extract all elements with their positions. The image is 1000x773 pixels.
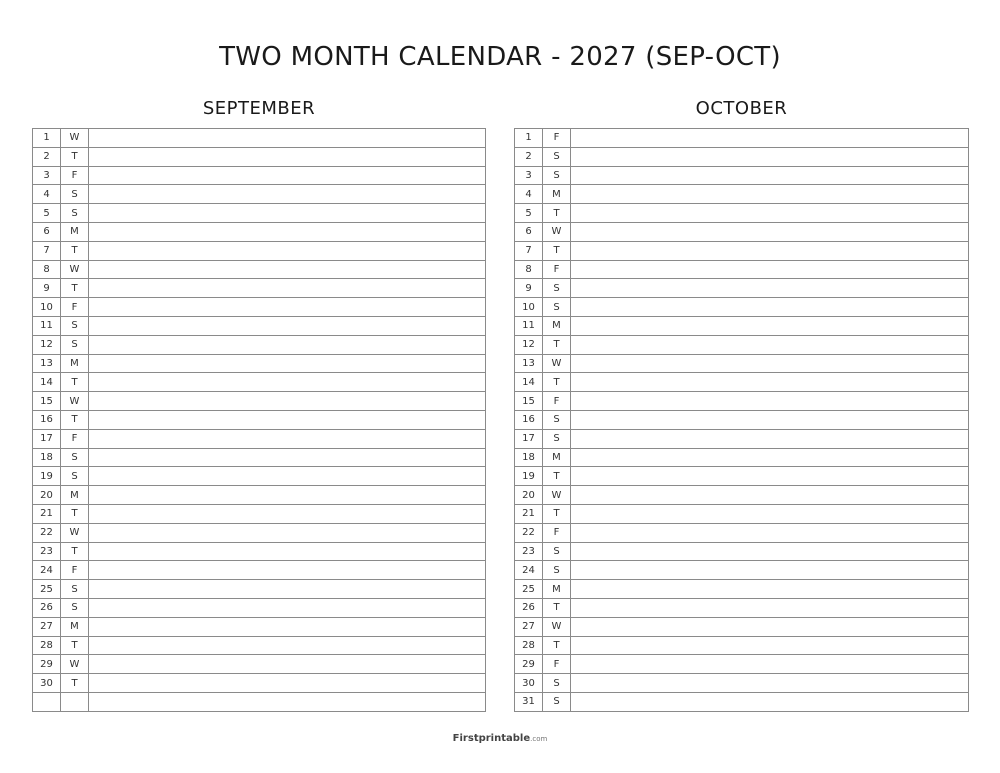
note-cell[interactable] — [89, 542, 486, 561]
day-number: 18 — [515, 448, 543, 467]
note-cell[interactable] — [89, 373, 486, 392]
weekday-letter: S — [61, 335, 89, 354]
weekday-letter: T — [543, 204, 571, 223]
note-cell[interactable] — [571, 580, 969, 599]
note-cell[interactable] — [571, 241, 969, 260]
calendar-row — [33, 185, 486, 204]
calendar-row — [515, 185, 969, 204]
weekday-letter: F — [543, 523, 571, 542]
day-number: 5 — [515, 204, 543, 223]
calendar-row — [515, 147, 969, 166]
note-cell[interactable] — [89, 655, 486, 674]
note-cell[interactable] — [571, 504, 969, 523]
day-number: 2 — [515, 147, 543, 166]
calendar-row — [33, 674, 486, 693]
day-number: 3 — [33, 166, 61, 185]
calendar-row — [515, 448, 969, 467]
day-number: 13 — [33, 354, 61, 373]
weekday-letter: T — [61, 504, 89, 523]
note-cell[interactable] — [571, 636, 969, 655]
weekday-letter: S — [61, 467, 89, 486]
calendar-row — [33, 147, 486, 166]
calendar-row — [515, 636, 969, 655]
note-cell[interactable] — [89, 279, 486, 298]
weekday-letter: F — [61, 429, 89, 448]
calendar-row — [515, 410, 969, 429]
day-number: 26 — [33, 598, 61, 617]
calendar-row — [515, 373, 969, 392]
weekday-letter: W — [543, 222, 571, 241]
day-number: 19 — [33, 467, 61, 486]
calendar-row — [33, 392, 486, 411]
note-cell[interactable] — [89, 354, 486, 373]
calendar-row — [33, 316, 486, 335]
weekday-letter: F — [543, 655, 571, 674]
note-cell[interactable] — [89, 617, 486, 636]
day-number: 22 — [515, 523, 543, 542]
weekday-letter: S — [61, 598, 89, 617]
month-name: OCTOBER — [695, 98, 788, 119]
calendar-row — [33, 655, 486, 674]
weekday-letter: W — [61, 129, 89, 148]
note-cell[interactable] — [571, 467, 969, 486]
weekday-letter: T — [543, 335, 571, 354]
day-number: 17 — [33, 429, 61, 448]
day-number: 9 — [515, 279, 543, 298]
note-cell[interactable] — [571, 166, 969, 185]
day-number: 17 — [515, 429, 543, 448]
note-cell[interactable] — [571, 542, 969, 561]
note-cell[interactable] — [89, 166, 486, 185]
day-number: 11 — [33, 316, 61, 335]
calendar-row — [515, 674, 969, 693]
day-number: 22 — [33, 523, 61, 542]
note-cell[interactable] — [571, 316, 969, 335]
weekday-letter: T — [61, 636, 89, 655]
day-number: 12 — [33, 335, 61, 354]
calendar-row — [515, 467, 969, 486]
day-number: 14 — [515, 373, 543, 392]
calendar-row — [515, 561, 969, 580]
note-cell[interactable] — [571, 129, 969, 148]
weekday-letter: S — [61, 580, 89, 599]
weekday-letter: S — [543, 674, 571, 693]
calendar-row — [515, 542, 969, 561]
day-number: 15 — [33, 392, 61, 411]
month-name: SEPTEMBER — [202, 98, 316, 119]
weekday-letter: S — [543, 147, 571, 166]
weekday-letter: F — [61, 298, 89, 317]
weekday-letter: S — [61, 185, 89, 204]
calendar-row — [33, 354, 486, 373]
weekday-letter: S — [543, 166, 571, 185]
weekday-letter: T — [543, 373, 571, 392]
weekday-letter: M — [543, 448, 571, 467]
day-number: 9 — [33, 279, 61, 298]
calendar-row — [33, 467, 486, 486]
calendar-row — [33, 504, 486, 523]
note-cell[interactable] — [571, 147, 969, 166]
day-number: 28 — [33, 636, 61, 655]
day-number: 7 — [33, 241, 61, 260]
calendar-row — [33, 298, 486, 317]
footer-tld: .com — [530, 735, 548, 743]
weekday-letter: T — [543, 241, 571, 260]
day-number: 8 — [33, 260, 61, 279]
calendar-row — [33, 561, 486, 580]
weekday-letter: M — [543, 316, 571, 335]
weekday-letter: W — [543, 486, 571, 505]
weekday-letter: S — [543, 429, 571, 448]
note-cell[interactable] — [571, 617, 969, 636]
weekday-letter: T — [543, 598, 571, 617]
day-number: 2 — [33, 147, 61, 166]
day-number: 13 — [515, 354, 543, 373]
weekday-letter — [61, 692, 89, 711]
day-number: 30 — [33, 674, 61, 693]
note-cell[interactable] — [571, 185, 969, 204]
note-cell[interactable] — [89, 222, 486, 241]
calendar-row — [33, 260, 486, 279]
weekday-letter: S — [543, 561, 571, 580]
day-number: 20 — [515, 486, 543, 505]
day-number: 29 — [515, 655, 543, 674]
day-number: 16 — [33, 410, 61, 429]
day-number — [33, 692, 61, 711]
calendar-row — [33, 523, 486, 542]
day-number: 30 — [515, 674, 543, 693]
note-cell[interactable] — [571, 561, 969, 580]
day-number: 24 — [515, 561, 543, 580]
calendar-row — [33, 335, 486, 354]
day-number: 4 — [515, 185, 543, 204]
day-number: 21 — [33, 504, 61, 523]
calendar-row — [515, 129, 969, 148]
note-cell[interactable] — [89, 316, 486, 335]
calendar-row — [515, 580, 969, 599]
calendar-row — [515, 222, 969, 241]
weekday-letter: M — [61, 354, 89, 373]
day-number: 25 — [33, 580, 61, 599]
day-number: 23 — [33, 542, 61, 561]
calendar-row — [33, 448, 486, 467]
calendar-row — [515, 241, 969, 260]
note-cell[interactable] — [89, 674, 486, 693]
calendar-row — [33, 279, 486, 298]
day-number: 26 — [515, 598, 543, 617]
weekday-letter: S — [543, 298, 571, 317]
note-cell[interactable] — [571, 674, 969, 693]
day-number: 29 — [33, 655, 61, 674]
note-cell[interactable] — [571, 354, 969, 373]
weekday-letter: F — [543, 260, 571, 279]
weekday-letter: M — [543, 185, 571, 204]
day-number: 31 — [515, 692, 543, 711]
weekday-letter: M — [61, 617, 89, 636]
day-number: 21 — [515, 504, 543, 523]
note-cell[interactable] — [89, 486, 486, 505]
calendar-row — [33, 486, 486, 505]
calendar-row — [33, 429, 486, 448]
day-number: 8 — [515, 260, 543, 279]
day-number: 1 — [515, 129, 543, 148]
calendar-row — [515, 279, 969, 298]
weekday-letter: W — [543, 617, 571, 636]
note-cell[interactable] — [571, 486, 969, 505]
calendar-table — [514, 128, 969, 712]
note-cell[interactable] — [571, 655, 969, 674]
day-number: 24 — [33, 561, 61, 580]
weekday-letter: S — [61, 448, 89, 467]
weekday-letter: S — [543, 410, 571, 429]
day-number: 5 — [33, 204, 61, 223]
note-cell[interactable] — [89, 204, 486, 223]
weekday-letter: W — [61, 523, 89, 542]
note-cell[interactable] — [571, 298, 969, 317]
calendar-row — [515, 204, 969, 223]
weekday-letter: T — [543, 467, 571, 486]
calendar-row — [515, 655, 969, 674]
month-october — [514, 96, 969, 712]
note-cell[interactable] — [89, 429, 486, 448]
note-cell[interactable] — [89, 598, 486, 617]
weekday-letter: T — [543, 636, 571, 655]
calendar-row — [33, 542, 486, 561]
day-number: 28 — [515, 636, 543, 655]
note-cell[interactable] — [89, 636, 486, 655]
day-number: 18 — [33, 448, 61, 467]
note-cell[interactable] — [89, 448, 486, 467]
weekday-letter: S — [543, 692, 571, 711]
note-cell[interactable] — [571, 373, 969, 392]
weekday-letter: W — [61, 392, 89, 411]
footer — [0, 733, 1000, 744]
calendar-row — [515, 486, 969, 505]
month-september — [32, 96, 486, 712]
calendar-row — [33, 598, 486, 617]
day-number: 10 — [33, 298, 61, 317]
note-cell[interactable] — [89, 241, 486, 260]
day-number: 10 — [515, 298, 543, 317]
weekday-letter: W — [543, 354, 571, 373]
note-cell[interactable] — [89, 410, 486, 429]
note-cell[interactable] — [89, 392, 486, 411]
weekday-letter: T — [61, 410, 89, 429]
day-number: 6 — [33, 222, 61, 241]
day-number: 11 — [515, 316, 543, 335]
weekday-letter: T — [61, 241, 89, 260]
day-number: 12 — [515, 335, 543, 354]
note-cell[interactable] — [571, 279, 969, 298]
weekday-letter: F — [61, 561, 89, 580]
calendar-row — [33, 410, 486, 429]
calendar-row — [515, 504, 969, 523]
calendar-row — [33, 373, 486, 392]
note-cell[interactable] — [571, 692, 969, 711]
calendar-row — [33, 166, 486, 185]
footer-brand: Firstprintable — [452, 733, 531, 744]
day-number: 20 — [33, 486, 61, 505]
note-cell[interactable] — [571, 204, 969, 223]
calendar-row — [515, 429, 969, 448]
calendar-row — [515, 692, 969, 711]
day-number: 1 — [33, 129, 61, 148]
day-number: 25 — [515, 580, 543, 599]
weekday-letter: M — [543, 580, 571, 599]
calendar-table — [32, 128, 486, 712]
calendar-row — [33, 692, 486, 711]
note-cell[interactable] — [571, 392, 969, 411]
calendar-row — [33, 241, 486, 260]
calendar-row — [515, 335, 969, 354]
weekday-letter: W — [61, 655, 89, 674]
calendar-row — [515, 617, 969, 636]
note-cell[interactable] — [89, 147, 486, 166]
note-cell[interactable] — [571, 222, 969, 241]
note-cell[interactable] — [89, 298, 486, 317]
weekday-letter: F — [61, 166, 89, 185]
calendar-row — [515, 354, 969, 373]
note-cell[interactable] — [571, 448, 969, 467]
day-number: 4 — [33, 185, 61, 204]
weekday-letter: S — [61, 204, 89, 223]
weekday-letter: S — [543, 279, 571, 298]
note-cell[interactable] — [89, 561, 486, 580]
calendar-row — [515, 316, 969, 335]
day-number: 15 — [515, 392, 543, 411]
weekday-letter: T — [61, 542, 89, 561]
calendar-row — [33, 580, 486, 599]
calendar-row — [515, 598, 969, 617]
note-cell[interactable] — [571, 523, 969, 542]
calendar-row — [515, 260, 969, 279]
day-number: 27 — [33, 617, 61, 636]
calendar-row — [515, 523, 969, 542]
day-number: 6 — [515, 222, 543, 241]
weekday-letter: T — [61, 674, 89, 693]
note-cell[interactable] — [571, 429, 969, 448]
calendar-row — [33, 204, 486, 223]
note-cell[interactable] — [89, 580, 486, 599]
note-cell[interactable] — [89, 467, 486, 486]
day-number: 23 — [515, 542, 543, 561]
note-cell[interactable] — [89, 129, 486, 148]
weekday-letter: T — [61, 147, 89, 166]
day-number: 27 — [515, 617, 543, 636]
day-number: 19 — [515, 467, 543, 486]
weekday-letter: F — [543, 392, 571, 411]
weekday-letter: W — [61, 260, 89, 279]
weekday-letter: S — [61, 316, 89, 335]
note-cell[interactable] — [89, 335, 486, 354]
weekday-letter: M — [61, 486, 89, 505]
day-number: 14 — [33, 373, 61, 392]
day-number: 3 — [515, 166, 543, 185]
note-cell[interactable] — [571, 410, 969, 429]
note-cell[interactable] — [571, 598, 969, 617]
calendar-row — [515, 166, 969, 185]
calendar-row — [515, 298, 969, 317]
weekday-letter: S — [543, 542, 571, 561]
note-cell[interactable] — [89, 692, 486, 711]
weekday-letter: F — [543, 129, 571, 148]
calendar-row — [33, 617, 486, 636]
note-cell[interactable] — [89, 260, 486, 279]
weekday-letter: M — [61, 222, 89, 241]
page-title: TWO MONTH CALENDAR - 2027 (SEP-OCT) — [219, 42, 781, 72]
note-cell[interactable] — [571, 335, 969, 354]
weekday-letter: T — [61, 373, 89, 392]
note-cell[interactable] — [89, 185, 486, 204]
note-cell[interactable] — [89, 523, 486, 542]
day-number: 7 — [515, 241, 543, 260]
calendar-row — [33, 129, 486, 148]
weekday-letter: T — [61, 279, 89, 298]
note-cell[interactable] — [571, 260, 969, 279]
calendar-row — [33, 222, 486, 241]
day-number: 16 — [515, 410, 543, 429]
weekday-letter: T — [543, 504, 571, 523]
note-cell[interactable] — [89, 504, 486, 523]
calendar-row — [33, 636, 486, 655]
calendar-row — [515, 392, 969, 411]
